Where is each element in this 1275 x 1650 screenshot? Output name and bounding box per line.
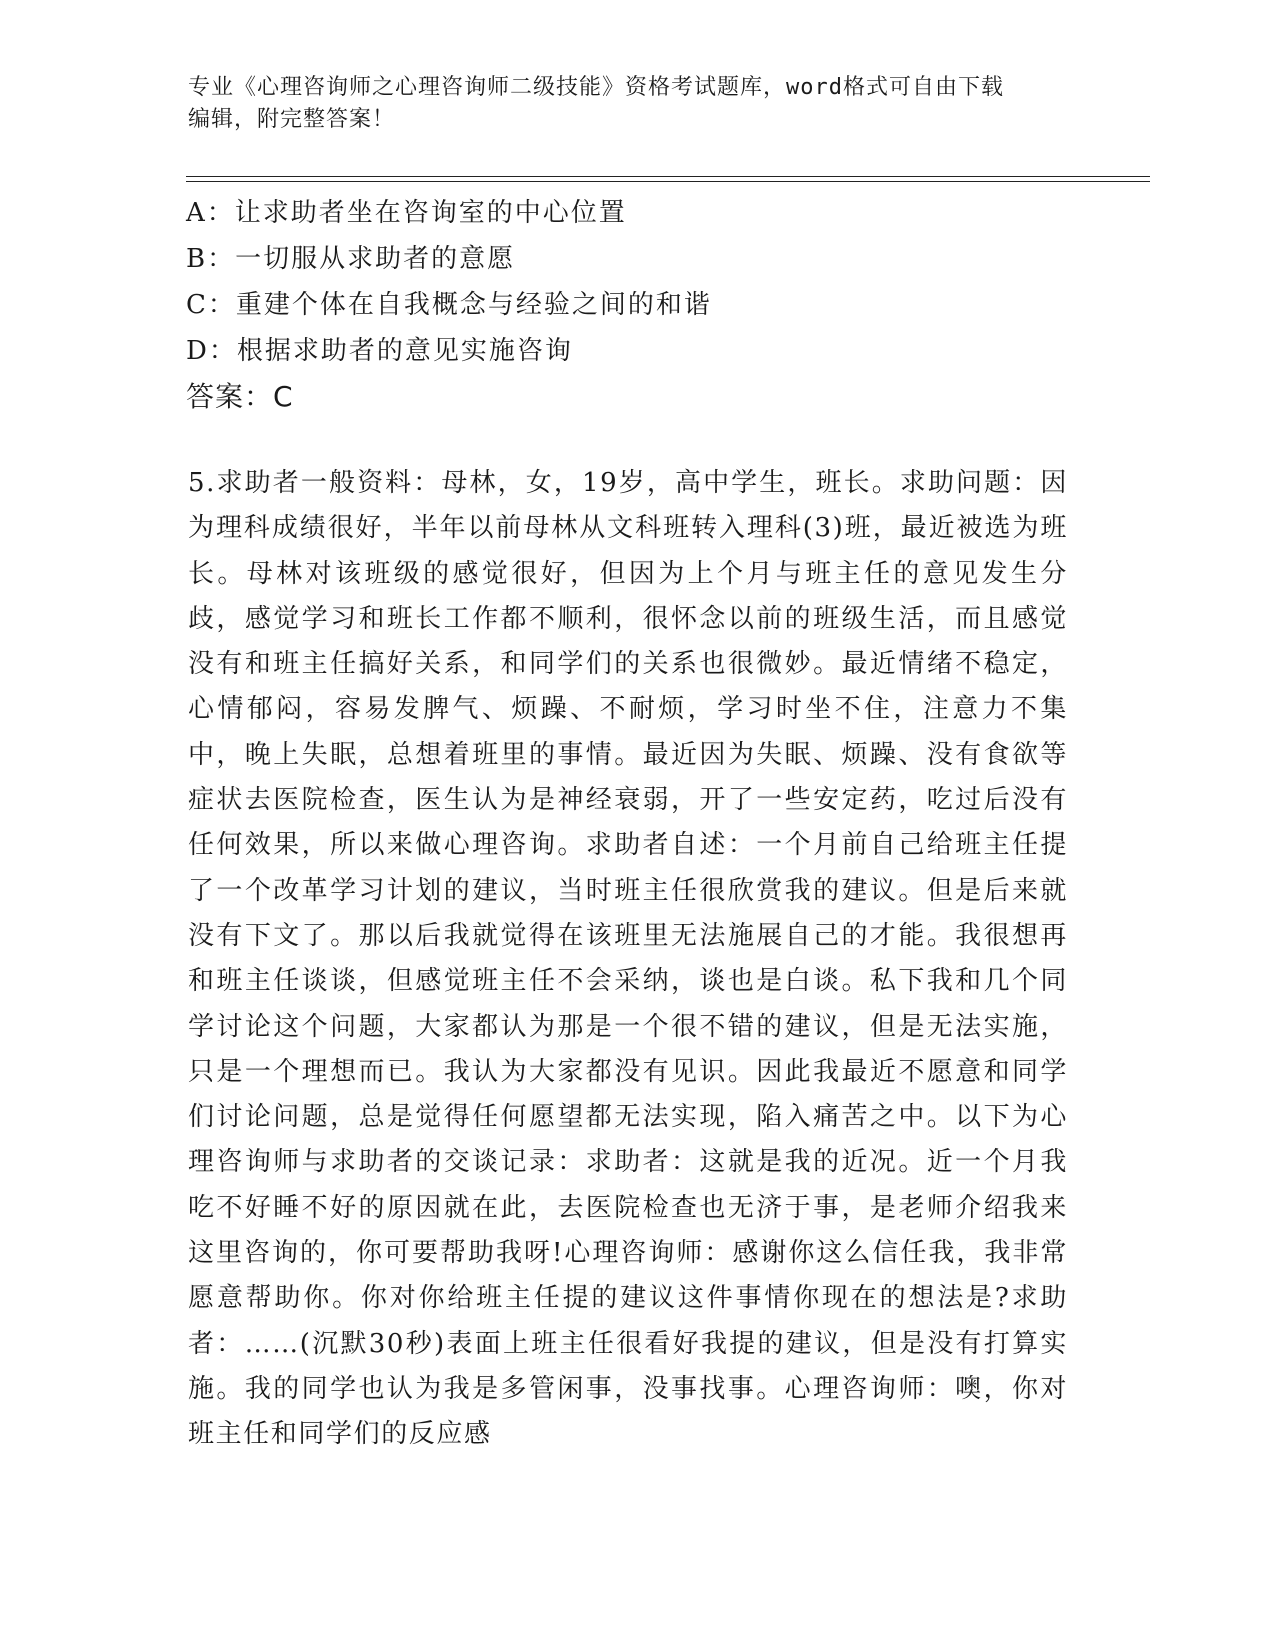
answer-options [186, 190, 1086, 420]
answer-line: 答案：C [186, 380, 294, 413]
option-c: C：重建个体在自我概念与经验之间的和谐 [186, 290, 712, 320]
question-5-body: 5.求助者一般资料：母林，女，19岁，高中学生，班长。求助问题：因为理科成绩很好，半年以前母林从文科班转入理科(3)班，最近被选为班长。母林对该班级的感觉很好，但因为上个月与班主任的意见发生分歧，感觉学习和班长工作都不顺利，很怀念以前的班级生活，而且感觉没有和班主任搞好关系，和同学们的关系也很微妙。最近情绪不稳定，心情郁闷，容易发脾气、烦躁、不耐烦，学习时坐不住，注意力不集中，晚上失眠，总想着班里的事情。最近因为失眠、烦躁、没有食欲等症状去医院检查，医生认为是神经衰弱，开了一些安定药，吃过后没有任何效果，所以来做心理咨询。求助者自述：一个月前自己给班主任提了一个改革学习计划的建议，当时班主任很欣赏我的建议。但是后来就没有下文了。那以后我就觉得在该班里无法施展自己的才能。我很想再和班主任谈谈，但感觉班主任不会采纳，谈也是白谈。私下我和几个同学讨论这个问题，大家都认为那是一个很不错的建议，但是无法实施，只是一个理想而已。我认为大家都没有见识。因此我最近不愿意和同学们讨论问题，总是觉得任何愿望都无法实现，陷入痛苦之中。以下为心理咨询师与求助者的交谈记录：求助者：这就是我的近况。近一个月我吃不好睡不好的原因就在此，去医院检查也无济于事，是老师介绍我来这里咨询的，你可要帮助我呀!心理咨询师：感谢你这么信任我，我非常愿意帮助你。你对你给班主任提的建议这件事情你现在的想法是?求助者：……(沉默30秒)表面上班主任很看好我提的建议，但是没有打算实施。我的同学也认为我是多管闲事，没事找事。心理咨询师：噢，你对班主任和同学们的反应感 [188, 468, 1068, 1450]
header-divider-top [186, 176, 1150, 177]
option-b: B：一切服从求助者的意愿 [186, 244, 516, 274]
option-d: D：根据求助者的意见实施咨询 [186, 336, 573, 366]
header-line-2: 编辑，附完整答案！ [188, 107, 396, 132]
header-divider-bottom [186, 181, 1150, 182]
page-header [188, 72, 1088, 136]
header-line-1: 专业《心理咨询师之心理咨询师二级技能》资格考试题库，word格式可自由下载 [188, 75, 1004, 100]
option-a: A：让求助者坐在咨询室的中心位置 [186, 198, 627, 228]
